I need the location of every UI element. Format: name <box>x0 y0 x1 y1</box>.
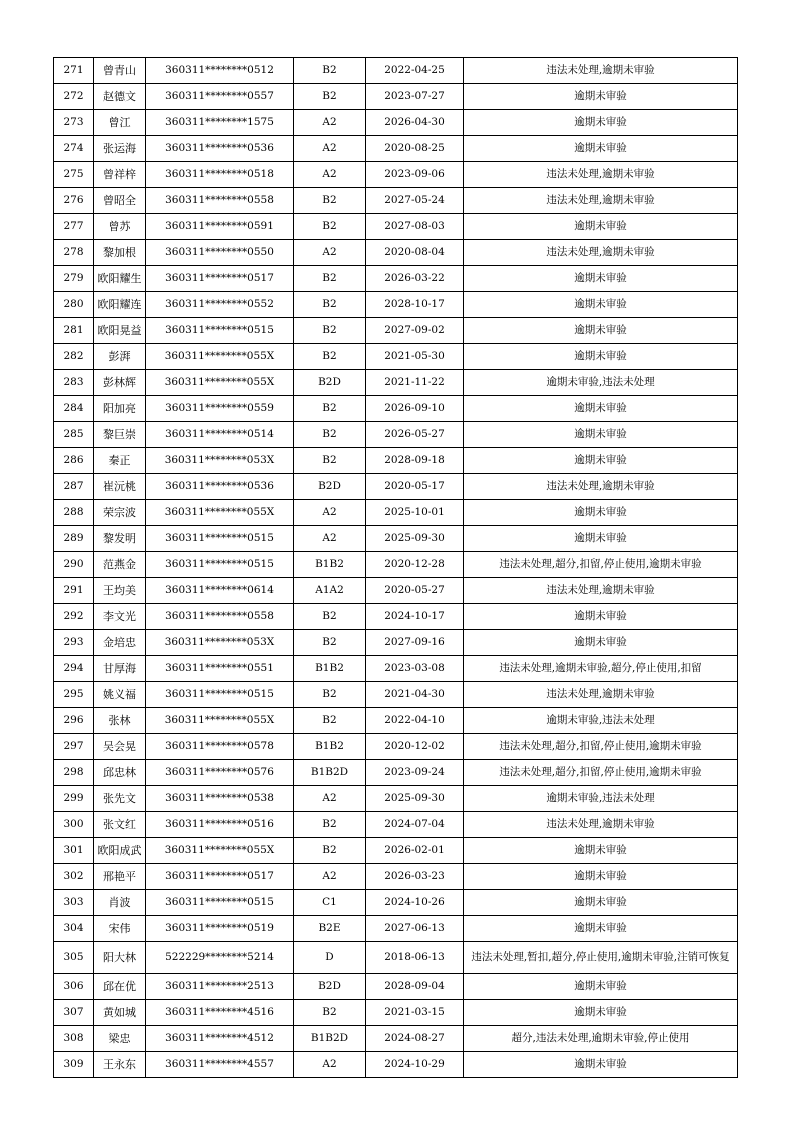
row-number: 277 <box>54 214 94 240</box>
license-class-cell: A2 <box>294 786 366 812</box>
table-row <box>54 604 738 630</box>
table-row <box>54 734 738 760</box>
table-row <box>54 890 738 916</box>
date-cell: 2020-05-27 <box>366 578 464 604</box>
table-row <box>54 1000 738 1026</box>
id-number-cell: 360311********0557 <box>146 84 294 110</box>
table-row <box>54 396 738 422</box>
status-cell: 逾期未审验 <box>464 318 738 344</box>
table-row <box>54 916 738 942</box>
table-row <box>54 448 738 474</box>
date-cell: 2028-09-18 <box>366 448 464 474</box>
date-cell: 2021-04-30 <box>366 682 464 708</box>
name-cell: 曾昭全 <box>94 188 146 214</box>
license-class-cell: A2 <box>294 162 366 188</box>
license-class-cell: B2 <box>294 188 366 214</box>
status-cell: 违法未处理,超分,扣留,停止使用,逾期未审验 <box>464 552 738 578</box>
table-row <box>54 526 738 552</box>
license-class-cell: B2 <box>294 344 366 370</box>
id-number-cell: 360311********2513 <box>146 974 294 1000</box>
id-number-cell: 360311********0614 <box>146 578 294 604</box>
license-class-cell: B2 <box>294 682 366 708</box>
name-cell: 邢艳平 <box>94 864 146 890</box>
name-cell: 姚义福 <box>94 682 146 708</box>
table-row <box>54 708 738 734</box>
name-cell: 张先文 <box>94 786 146 812</box>
status-cell: 逾期未审验 <box>464 110 738 136</box>
table-row <box>54 786 738 812</box>
row-number: 281 <box>54 318 94 344</box>
id-number-cell: 360311********0578 <box>146 734 294 760</box>
license-class-cell: A2 <box>294 1052 366 1078</box>
name-cell: 金培忠 <box>94 630 146 656</box>
row-number: 307 <box>54 1000 94 1026</box>
date-cell: 2028-10-17 <box>366 292 464 318</box>
row-number: 294 <box>54 656 94 682</box>
license-class-cell: B2 <box>294 422 366 448</box>
name-cell: 黎巨崇 <box>94 422 146 448</box>
id-number-cell: 360311********4516 <box>146 1000 294 1026</box>
table-row <box>54 1026 738 1052</box>
row-number: 297 <box>54 734 94 760</box>
status-cell: 逾期未审验 <box>464 136 738 162</box>
table-row <box>54 500 738 526</box>
name-cell: 黄如城 <box>94 1000 146 1026</box>
row-number: 296 <box>54 708 94 734</box>
status-cell: 逾期未审验 <box>464 396 738 422</box>
row-number: 287 <box>54 474 94 500</box>
table-row <box>54 760 738 786</box>
name-cell: 梁忠 <box>94 1026 146 1052</box>
id-number-cell: 360311********0518 <box>146 162 294 188</box>
date-cell: 2026-05-27 <box>366 422 464 448</box>
id-number-cell: 360311********0591 <box>146 214 294 240</box>
status-cell: 逾期未审验 <box>464 974 738 1000</box>
date-cell: 2026-04-30 <box>366 110 464 136</box>
license-class-cell: B2D <box>294 974 366 1000</box>
id-number-cell: 360311********0517 <box>146 266 294 292</box>
name-cell: 彭湃 <box>94 344 146 370</box>
name-cell: 范燕金 <box>94 552 146 578</box>
row-number: 303 <box>54 890 94 916</box>
id-number-cell: 360311********0515 <box>146 526 294 552</box>
status-cell: 逾期未审验 <box>464 1052 738 1078</box>
id-number-cell: 360311********0559 <box>146 396 294 422</box>
table-row <box>54 162 738 188</box>
table-row <box>54 942 738 974</box>
status-cell: 违法未处理,逾期未审验 <box>464 812 738 838</box>
date-cell: 2024-08-27 <box>366 1026 464 1052</box>
id-number-cell: 360311********055X <box>146 370 294 396</box>
name-cell: 宋伟 <box>94 916 146 942</box>
date-cell: 2027-09-16 <box>366 630 464 656</box>
name-cell: 吴会晃 <box>94 734 146 760</box>
row-number: 300 <box>54 812 94 838</box>
table-row <box>54 1052 738 1078</box>
date-cell: 2026-02-01 <box>366 838 464 864</box>
license-class-cell: A2 <box>294 136 366 162</box>
id-number-cell: 360311********0519 <box>146 916 294 942</box>
date-cell: 2027-06-13 <box>366 916 464 942</box>
status-cell: 违法未处理,逾期未审验,超分,停止使用,扣留 <box>464 656 738 682</box>
id-number-cell: 360311********055X <box>146 838 294 864</box>
status-cell: 逾期未审验 <box>464 864 738 890</box>
status-cell: 逾期未审验 <box>464 890 738 916</box>
row-number: 306 <box>54 974 94 1000</box>
name-cell: 黎加根 <box>94 240 146 266</box>
license-class-cell: B2 <box>294 1000 366 1026</box>
date-cell: 2023-03-08 <box>366 656 464 682</box>
id-number-cell: 360311********055X <box>146 344 294 370</box>
id-number-cell: 360311********0515 <box>146 682 294 708</box>
license-class-cell: B2 <box>294 838 366 864</box>
license-class-cell: B2 <box>294 604 366 630</box>
license-class-cell: B2 <box>294 318 366 344</box>
name-cell: 阳大林 <box>94 942 146 974</box>
status-cell: 逾期未审验 <box>464 266 738 292</box>
row-number: 290 <box>54 552 94 578</box>
row-number: 273 <box>54 110 94 136</box>
row-number: 271 <box>54 58 94 84</box>
name-cell: 欧阳耀生 <box>94 266 146 292</box>
row-number: 305 <box>54 942 94 974</box>
status-cell: 逾期未审验 <box>464 344 738 370</box>
id-number-cell: 360311********0552 <box>146 292 294 318</box>
date-cell: 2024-10-29 <box>366 1052 464 1078</box>
id-number-cell: 360311********053X <box>146 448 294 474</box>
date-cell: 2020-12-28 <box>366 552 464 578</box>
row-number: 272 <box>54 84 94 110</box>
name-cell: 阳加亮 <box>94 396 146 422</box>
table-row <box>54 84 738 110</box>
date-cell: 2021-11-22 <box>366 370 464 396</box>
status-cell: 逾期未审验 <box>464 448 738 474</box>
id-number-cell: 360311********0576 <box>146 760 294 786</box>
table-row <box>54 110 738 136</box>
date-cell: 2028-09-04 <box>366 974 464 1000</box>
license-class-cell: B1B2 <box>294 552 366 578</box>
status-cell: 逾期未审验 <box>464 214 738 240</box>
status-cell: 逾期未审验 <box>464 630 738 656</box>
date-cell: 2021-05-30 <box>366 344 464 370</box>
row-number: 304 <box>54 916 94 942</box>
license-class-cell: C1 <box>294 890 366 916</box>
table-row <box>54 266 738 292</box>
license-class-cell: B2 <box>294 84 366 110</box>
license-class-cell: B2 <box>294 396 366 422</box>
name-cell: 张林 <box>94 708 146 734</box>
row-number: 275 <box>54 162 94 188</box>
table-row <box>54 214 738 240</box>
id-number-cell: 360311********0515 <box>146 890 294 916</box>
name-cell: 张文红 <box>94 812 146 838</box>
status-cell: 逾期未审验,违法未处理 <box>464 708 738 734</box>
id-number-cell: 360311********0517 <box>146 864 294 890</box>
status-cell: 违法未处理,逾期未审验 <box>464 188 738 214</box>
table-row <box>54 240 738 266</box>
row-number: 295 <box>54 682 94 708</box>
license-class-cell: A2 <box>294 240 366 266</box>
row-number: 276 <box>54 188 94 214</box>
date-cell: 2025-09-30 <box>366 526 464 552</box>
name-cell: 李文光 <box>94 604 146 630</box>
id-number-cell: 360311********0515 <box>146 318 294 344</box>
status-cell: 超分,违法未处理,逾期未审验,停止使用 <box>464 1026 738 1052</box>
id-number-cell: 360311********053X <box>146 630 294 656</box>
id-number-cell: 360311********0558 <box>146 604 294 630</box>
name-cell: 肖波 <box>94 890 146 916</box>
row-number: 291 <box>54 578 94 604</box>
name-cell: 欧阳晃益 <box>94 318 146 344</box>
row-number: 280 <box>54 292 94 318</box>
license-class-cell: B1B2 <box>294 656 366 682</box>
row-number: 308 <box>54 1026 94 1052</box>
id-number-cell: 360311********4512 <box>146 1026 294 1052</box>
date-cell: 2022-04-10 <box>366 708 464 734</box>
status-cell: 逾期未审验 <box>464 84 738 110</box>
date-cell: 2020-08-25 <box>366 136 464 162</box>
name-cell: 秦正 <box>94 448 146 474</box>
table-row <box>54 974 738 1000</box>
date-cell: 2026-03-23 <box>366 864 464 890</box>
table-row <box>54 422 738 448</box>
license-class-cell: A1A2 <box>294 578 366 604</box>
status-cell: 逾期未审验 <box>464 422 738 448</box>
status-cell: 违法未处理,逾期未审验 <box>464 474 738 500</box>
license-class-cell: B1B2D <box>294 760 366 786</box>
name-cell: 邱在优 <box>94 974 146 1000</box>
row-number: 286 <box>54 448 94 474</box>
date-cell: 2025-10-01 <box>366 500 464 526</box>
id-number-cell: 360311********0514 <box>146 422 294 448</box>
id-number-cell: 360311********0516 <box>146 812 294 838</box>
row-number: 298 <box>54 760 94 786</box>
name-cell: 彭林辉 <box>94 370 146 396</box>
row-number: 285 <box>54 422 94 448</box>
row-number: 284 <box>54 396 94 422</box>
date-cell: 2024-10-26 <box>366 890 464 916</box>
license-class-cell: A2 <box>294 864 366 890</box>
table-row <box>54 630 738 656</box>
license-class-cell: B2E <box>294 916 366 942</box>
row-number: 282 <box>54 344 94 370</box>
status-cell: 违法未处理,超分,扣留,停止使用,逾期未审验 <box>464 734 738 760</box>
license-class-cell: B2D <box>294 370 366 396</box>
table-row <box>54 136 738 162</box>
id-number-cell: 360311********0536 <box>146 474 294 500</box>
license-class-cell: B2 <box>294 292 366 318</box>
id-number-cell: 360311********0558 <box>146 188 294 214</box>
table-row <box>54 474 738 500</box>
row-number: 301 <box>54 838 94 864</box>
date-cell: 2023-09-24 <box>366 760 464 786</box>
date-cell: 2023-09-06 <box>366 162 464 188</box>
row-number: 289 <box>54 526 94 552</box>
status-cell: 违法未处理,逾期未审验 <box>464 58 738 84</box>
name-cell: 欧阳成武 <box>94 838 146 864</box>
row-number: 302 <box>54 864 94 890</box>
id-number-cell: 360311********0512 <box>146 58 294 84</box>
name-cell: 曾祥梓 <box>94 162 146 188</box>
row-number: 299 <box>54 786 94 812</box>
status-cell: 逾期未审验 <box>464 1000 738 1026</box>
date-cell: 2022-04-25 <box>366 58 464 84</box>
status-cell: 逾期未审验 <box>464 916 738 942</box>
license-table <box>53 57 738 1078</box>
table-row <box>54 552 738 578</box>
id-number-cell: 360311********055X <box>146 500 294 526</box>
table-row <box>54 292 738 318</box>
id-number-cell: 360311********0550 <box>146 240 294 266</box>
table-row <box>54 864 738 890</box>
name-cell: 邱忠林 <box>94 760 146 786</box>
id-number-cell: 522229********5214 <box>146 942 294 974</box>
status-cell: 逾期未审验 <box>464 292 738 318</box>
date-cell: 2024-07-04 <box>366 812 464 838</box>
date-cell: 2024-10-17 <box>366 604 464 630</box>
row-number: 274 <box>54 136 94 162</box>
name-cell: 甘厚海 <box>94 656 146 682</box>
name-cell: 黎发明 <box>94 526 146 552</box>
status-cell: 逾期未审验 <box>464 604 738 630</box>
date-cell: 2026-03-22 <box>366 266 464 292</box>
date-cell: 2027-09-02 <box>366 318 464 344</box>
name-cell: 王均美 <box>94 578 146 604</box>
row-number: 309 <box>54 1052 94 1078</box>
table-row <box>54 344 738 370</box>
id-number-cell: 360311********4557 <box>146 1052 294 1078</box>
status-cell: 逾期未审验 <box>464 838 738 864</box>
id-number-cell: 360311********0538 <box>146 786 294 812</box>
table-row <box>54 656 738 682</box>
id-number-cell: 360311********0536 <box>146 136 294 162</box>
date-cell: 2021-03-15 <box>366 1000 464 1026</box>
status-cell: 逾期未审验,违法未处理 <box>464 786 738 812</box>
name-cell: 曾江 <box>94 110 146 136</box>
date-cell: 2025-09-30 <box>366 786 464 812</box>
license-class-cell: B2 <box>294 58 366 84</box>
status-cell: 违法未处理,逾期未审验 <box>464 682 738 708</box>
license-class-cell: B2D <box>294 474 366 500</box>
table-row <box>54 578 738 604</box>
date-cell: 2027-08-03 <box>366 214 464 240</box>
table-row <box>54 682 738 708</box>
license-class-cell: B1B2 <box>294 734 366 760</box>
name-cell: 曾苏 <box>94 214 146 240</box>
license-class-cell: B2 <box>294 266 366 292</box>
name-cell: 崔沅桃 <box>94 474 146 500</box>
name-cell: 荣宗波 <box>94 500 146 526</box>
name-cell: 曾青山 <box>94 58 146 84</box>
status-cell: 逾期未审验 <box>464 526 738 552</box>
license-class-cell: A2 <box>294 500 366 526</box>
table-body <box>54 58 738 1078</box>
table-row <box>54 58 738 84</box>
status-cell: 违法未处理,超分,扣留,停止使用,逾期未审验 <box>464 760 738 786</box>
status-cell: 违法未处理,逾期未审验 <box>464 578 738 604</box>
id-number-cell: 360311********1575 <box>146 110 294 136</box>
date-cell: 2020-12-02 <box>366 734 464 760</box>
license-class-cell: B2 <box>294 448 366 474</box>
status-cell: 违法未处理,暂扣,超分,停止使用,逾期未审验,注销可恢复 <box>464 942 738 974</box>
license-class-cell: B2 <box>294 214 366 240</box>
license-class-cell: B2 <box>294 812 366 838</box>
license-class-cell: A2 <box>294 526 366 552</box>
table-row <box>54 370 738 396</box>
row-number: 278 <box>54 240 94 266</box>
table-row <box>54 188 738 214</box>
status-cell: 逾期未审验 <box>464 500 738 526</box>
status-cell: 逾期未审验,违法未处理 <box>464 370 738 396</box>
license-class-cell: A2 <box>294 110 366 136</box>
date-cell: 2020-05-17 <box>366 474 464 500</box>
table-row <box>54 812 738 838</box>
id-number-cell: 360311********0515 <box>146 552 294 578</box>
id-number-cell: 360311********0551 <box>146 656 294 682</box>
name-cell: 欧阳耀连 <box>94 292 146 318</box>
id-number-cell: 360311********055X <box>146 708 294 734</box>
license-class-cell: D <box>294 942 366 974</box>
row-number: 279 <box>54 266 94 292</box>
status-cell: 违法未处理,逾期未审验 <box>464 162 738 188</box>
row-number: 293 <box>54 630 94 656</box>
date-cell: 2027-05-24 <box>366 188 464 214</box>
license-class-cell: B2 <box>294 708 366 734</box>
row-number: 288 <box>54 500 94 526</box>
table-row <box>54 838 738 864</box>
status-cell: 违法未处理,逾期未审验 <box>464 240 738 266</box>
date-cell: 2023-07-27 <box>366 84 464 110</box>
name-cell: 张运海 <box>94 136 146 162</box>
name-cell: 赵德文 <box>94 84 146 110</box>
row-number: 283 <box>54 370 94 396</box>
date-cell: 2026-09-10 <box>366 396 464 422</box>
row-number: 292 <box>54 604 94 630</box>
date-cell: 2018-06-13 <box>366 942 464 974</box>
name-cell: 王永东 <box>94 1052 146 1078</box>
table-row <box>54 318 738 344</box>
date-cell: 2020-08-04 <box>366 240 464 266</box>
license-class-cell: B1B2D <box>294 1026 366 1052</box>
license-class-cell: B2 <box>294 630 366 656</box>
